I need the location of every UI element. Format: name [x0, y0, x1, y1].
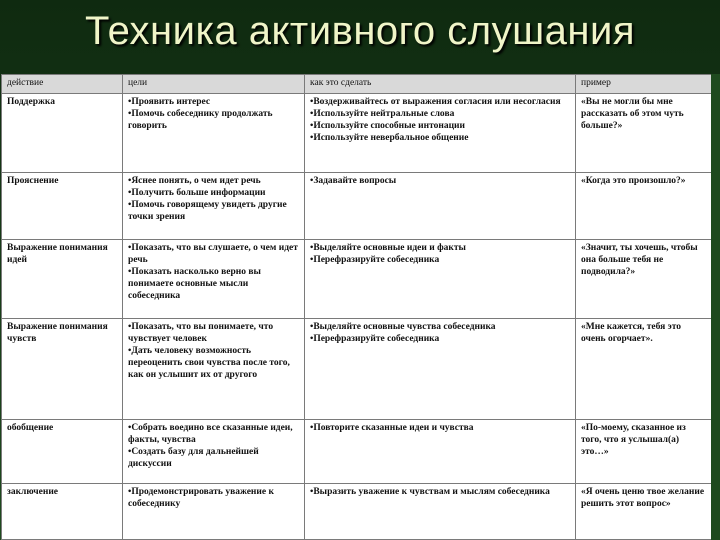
- table-row: [2, 318, 712, 420]
- table-row: [2, 483, 712, 539]
- how-item: •Воздерживайтесь от выражения согласия или несогласия: [310, 97, 561, 107]
- how-item: •Используйте способные интонации: [310, 121, 466, 131]
- cell-example: «Я очень ценю твое желание решить этот вопрос»: [576, 483, 712, 539]
- table-row: [2, 420, 712, 484]
- cell-goals: [123, 483, 305, 539]
- how-item: •Повторите сказанные идеи и чувства: [310, 423, 474, 434]
- goal-item: •Помочь собеседнику продолжать говорить: [128, 109, 273, 131]
- cell-how: [305, 483, 576, 539]
- header-action: действие: [2, 75, 123, 94]
- active-listening-table: [1, 74, 712, 540]
- how-item: •Выразить уважение к чувствам и мыслям собеседника: [310, 486, 550, 497]
- goal-item: •Показать, что вы слушаете, о чем идет речь: [128, 242, 298, 265]
- cell-action: Прояснение: [2, 172, 123, 239]
- header-example: пример: [576, 75, 712, 94]
- cell-goals: [123, 94, 305, 173]
- cell-goals: [123, 239, 305, 318]
- table-header-row: [2, 75, 712, 94]
- cell-example: «По-моему, сказанное из того, что я услышал(а) это…»: [576, 420, 712, 484]
- cell-goals: [123, 420, 305, 484]
- goal-item: •Проявить интерес: [128, 97, 211, 107]
- cell-action: заключение: [2, 483, 123, 539]
- slide-title: Техника активного слушания: [84, 9, 635, 53]
- how-item: •Задавайте вопросы: [310, 175, 397, 186]
- table-row: [2, 239, 712, 318]
- cell-example: «Значит, ты хочешь, чтобы она больше тебя не подводила?»: [576, 239, 712, 318]
- cell-example: «Вы не могли бы мне рассказать об этом чуть больше?»: [576, 94, 712, 173]
- cell-action: Поддержка: [2, 94, 123, 173]
- cell-action: обобщение: [2, 420, 123, 484]
- cell-how: [305, 94, 576, 173]
- cell-example: «Мне кажется, тебя это очень огорчает».: [576, 318, 712, 420]
- table-row: [2, 172, 712, 239]
- how-item: •Перефразируйте собеседника: [310, 333, 440, 344]
- goal-item: •Помочь говорящему увидеть другие точки зрения: [128, 199, 287, 222]
- table-row: [2, 94, 712, 173]
- goal-item: •Продемонстрировать уважение к собеседнику: [128, 486, 274, 509]
- cell-how: [305, 420, 576, 484]
- cell-example: «Когда это произошло?»: [576, 172, 712, 239]
- how-item: •Выделяйте основные чувства собеседника: [310, 321, 496, 332]
- cell-how: [305, 239, 576, 318]
- goal-item: •Получить больше информации: [128, 187, 266, 198]
- goal-item: •Дать человеку возможность переоценить свои чувства после того, как он услышит их от другого: [128, 345, 290, 380]
- header-goals: цели: [123, 75, 305, 94]
- header-how: как это сделать: [305, 75, 576, 94]
- how-item: •Используйте невербальное общение: [310, 133, 469, 143]
- cell-goals: [123, 318, 305, 420]
- cell-how: [305, 172, 576, 239]
- goal-item: •Яснее понять, о чем идет речь: [128, 175, 261, 186]
- cell-goals: [123, 172, 305, 239]
- goal-item: •Показать насколько верно вы понимаете основные мысли собеседника: [128, 266, 261, 301]
- goal-item: •Собрать воедино все сказанные идеи, факты, чувства: [128, 423, 293, 446]
- cell-action: Выражение понимания идей: [2, 239, 123, 318]
- how-item: •Используйте нейтральные слова: [310, 109, 455, 119]
- how-item: •Перефразируйте собеседника: [310, 254, 440, 265]
- goal-item: •Создать базу для дальнейшей дискуссии: [128, 447, 259, 470]
- cell-how: [305, 318, 576, 420]
- goal-item: •Показать, что вы понимаете, что чувствует человек: [128, 321, 274, 344]
- cell-action: Выражение понимания чувств: [2, 318, 123, 420]
- right-edge-strip: [711, 74, 720, 540]
- how-item: •Выделяйте основные идеи и факты: [310, 242, 466, 253]
